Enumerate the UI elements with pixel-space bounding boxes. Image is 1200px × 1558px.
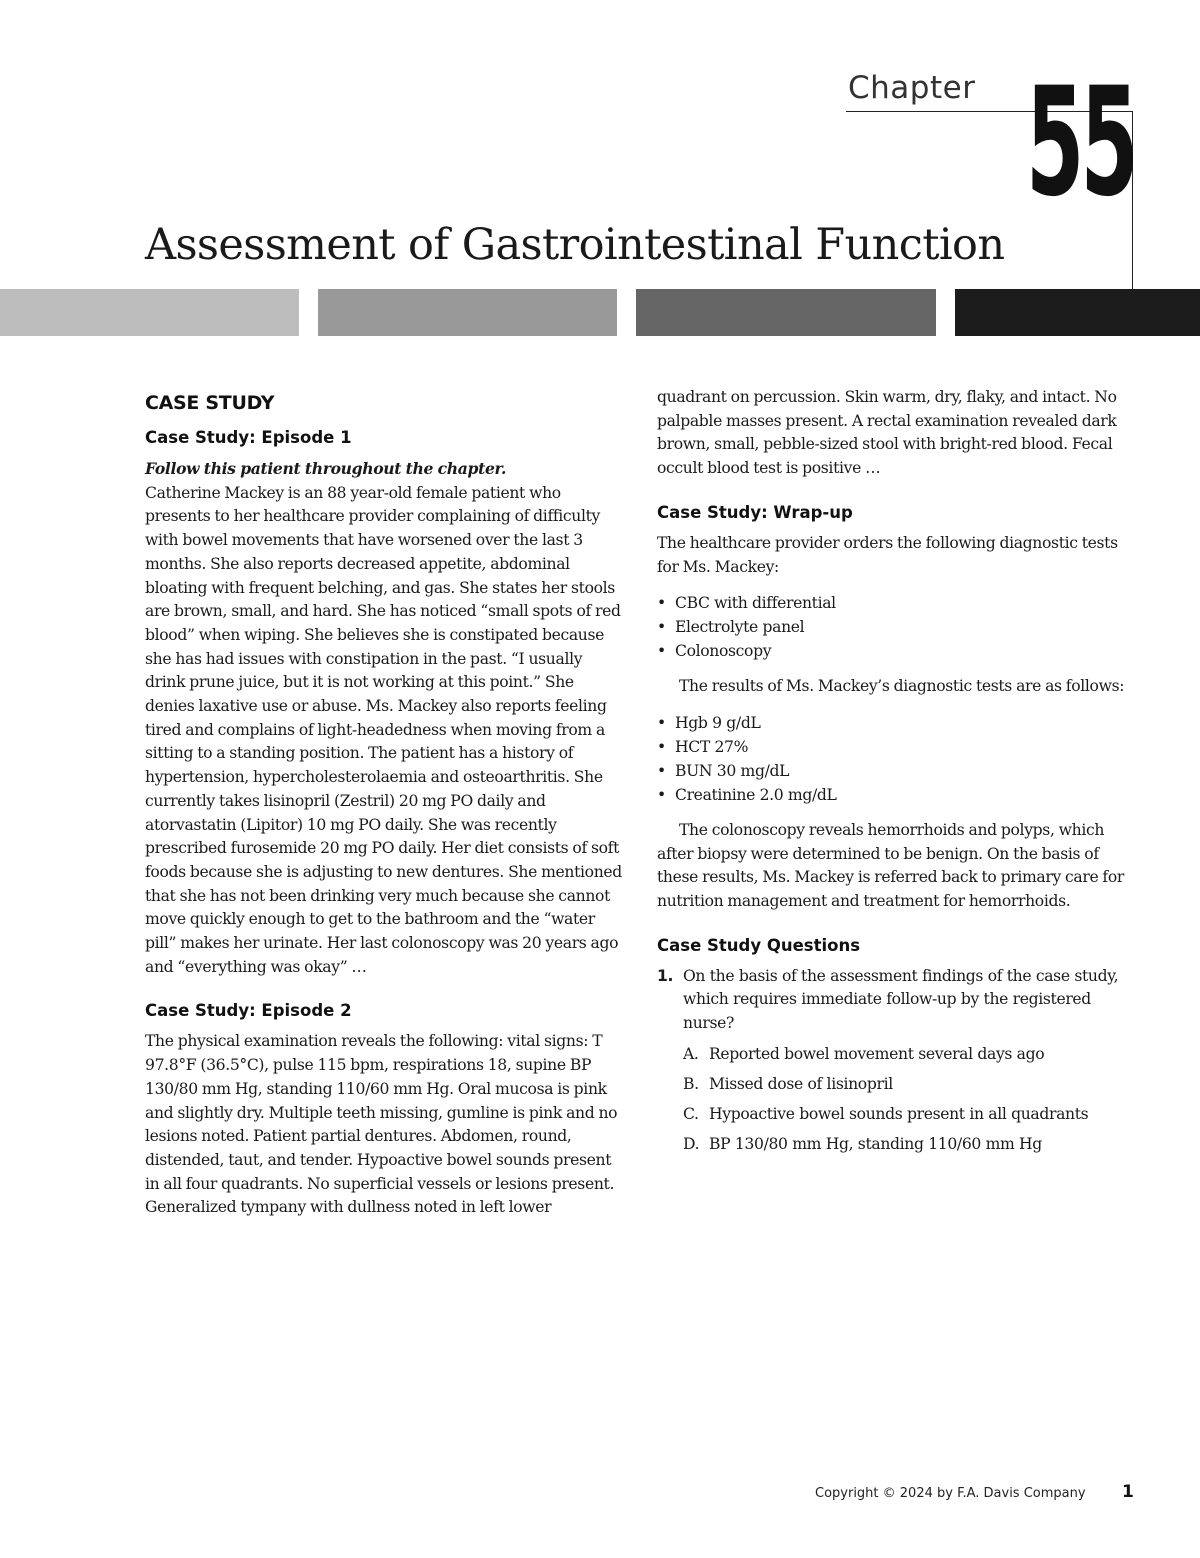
episode1-paragraph: [145, 457, 625, 979]
left-column: [145, 384, 625, 1220]
wrapup-intro: The healthcare provider orders the following diagnostic tests for Ms. Mackey:: [657, 533, 1118, 576]
answer-option-a: A. Reported bowel movement several days ago: [683, 1044, 1045, 1063]
bullet-icon: •: [657, 785, 666, 804]
results-intro: The results of Ms. Mackey’s diagnostic tests are as follows:: [679, 677, 1125, 696]
results-list: [657, 711, 1137, 807]
tests-list: [657, 591, 1137, 663]
question-text: On the basis of the assessment findings of the case study, which requires immediate follow-up by the registered nurse?: [683, 966, 1119, 1033]
copyright-notice: Copyright © 2024 by F.A. Davis Company: [815, 1486, 1086, 1501]
decorative-band-dark: [636, 289, 936, 336]
episode2-continued: quadrant on percussion. Skin warm, dry, flaky, and intact. No palpable masses present. A rectal examination revealed dark brown, small, pebble-sized stool with bright-red blood. Fecal occult blood test is positive …: [657, 388, 1117, 478]
questions-heading: Case Study Questions: [657, 935, 861, 955]
bullet-icon: •: [657, 594, 666, 613]
list-item: • CBC with differential: [657, 591, 1137, 615]
bullet-icon: •: [657, 618, 666, 637]
episode1-intro: Follow this patient throughout the chapter.: [145, 459, 507, 478]
answer-option-b: B. Missed dose of lisinopril: [683, 1074, 893, 1093]
right-column: [657, 386, 1137, 1162]
bullet-icon: •: [657, 761, 666, 780]
list-item: • Colonoscopy: [657, 639, 1137, 663]
episode2-heading: Case Study: Episode 2: [145, 1001, 352, 1021]
episode1-body: Catherine Mackey is an 88 year-old female patient who presents to her healthcare provider complaining of difficulty with bowel movements that have worsened over the last 3 months. She also reports decreased appetite, abdominal bloating with frequent belching, and gas. She states her stools are brown, small, and hard. She has noticed “small spots of red blood” when wiping. She believes she is constipated because she has had issues with constipation in the past. “I usually drink prune juice, but it is not working at this point.” She denies laxative use or abuse. Ms. Mackey also reports feeling tired and complains of light-headedness when moving from a sitting to a standing position. The patient has a history of hypertension, hypercholesterolaemia and osteoarthritis. She currently takes lisinopril (Zestril) 20 mg PO daily and atorvastatin (Lipitor) 10 mg PO daily. She was recently prescribed furosemide 20 mg PO daily. Her diet consists of soft foods because she is adjusting to new dentures. She mentioned that she has not been drinking very much because she cannot move quickly enough to get to the bathroom and the “water pill” makes her urinate. Her last colonoscopy was 20 years ago and “everything was okay” …: [145, 483, 622, 976]
chapter-label: Chapter: [848, 70, 976, 106]
chapter-number: 55: [1026, 56, 1135, 230]
list-item: • Hgb 9 g/dL: [657, 711, 1137, 735]
page-title: Assessment of Gastrointestinal Function: [145, 220, 1005, 270]
conclusion-paragraph: The colonoscopy reveals hemorrhoids and polyps, which after biopsy were determined to be benign. On the basis of these results, Ms. Mackey is referred back to primary care for nutrition management and treatment for hemorrhoids.: [657, 820, 1124, 911]
list-item: • Creatinine 2.0 mg/dL: [657, 783, 1137, 807]
decorative-band-black: [955, 289, 1200, 336]
list-item: • Electrolyte panel: [657, 615, 1137, 639]
question-number: 1.: [657, 966, 674, 985]
answer-option-c: C. Hypoactive bowel sounds present in all quadrants: [683, 1104, 1089, 1123]
episode2-body: The physical examination reveals the following: vital signs: T 97.8°F (36.5°C), pulse 115 bpm, respirations 18, supine BP 130/80 mm Hg, standing 110/60 mm Hg. Oral mucosa is pink and slightly dry. Multiple teeth missing, gumline is pink and no lesions noted. Patient partial dentures. Abdomen, round, distended, taut, and tender. Hypoactive bowel sounds present in all four quadrants. No superficial vessels or lesions present. Generalized tympany with dullness noted in left lower: [145, 1032, 618, 1217]
question-1: [657, 965, 1137, 1036]
bullet-icon: •: [657, 713, 666, 732]
answer-options: [657, 1042, 1137, 1156]
bullet-icon: •: [657, 737, 666, 756]
episode1-heading: Case Study: Episode 1: [145, 428, 352, 447]
page-number: 1: [1122, 1482, 1134, 1502]
list-item: • BUN 30 mg/dL: [657, 759, 1137, 783]
answer-option-d: D. BP 130/80 mm Hg, standing 110/60 mm Hg: [683, 1134, 1042, 1153]
wrapup-heading: Case Study: Wrap-up: [657, 502, 853, 522]
decorative-band-mid: [318, 289, 617, 336]
case-study-heading: CASE STUDY: [145, 392, 275, 414]
bullet-icon: •: [657, 642, 666, 661]
list-item: • HCT 27%: [657, 735, 1137, 759]
decorative-band-light: [0, 289, 299, 336]
